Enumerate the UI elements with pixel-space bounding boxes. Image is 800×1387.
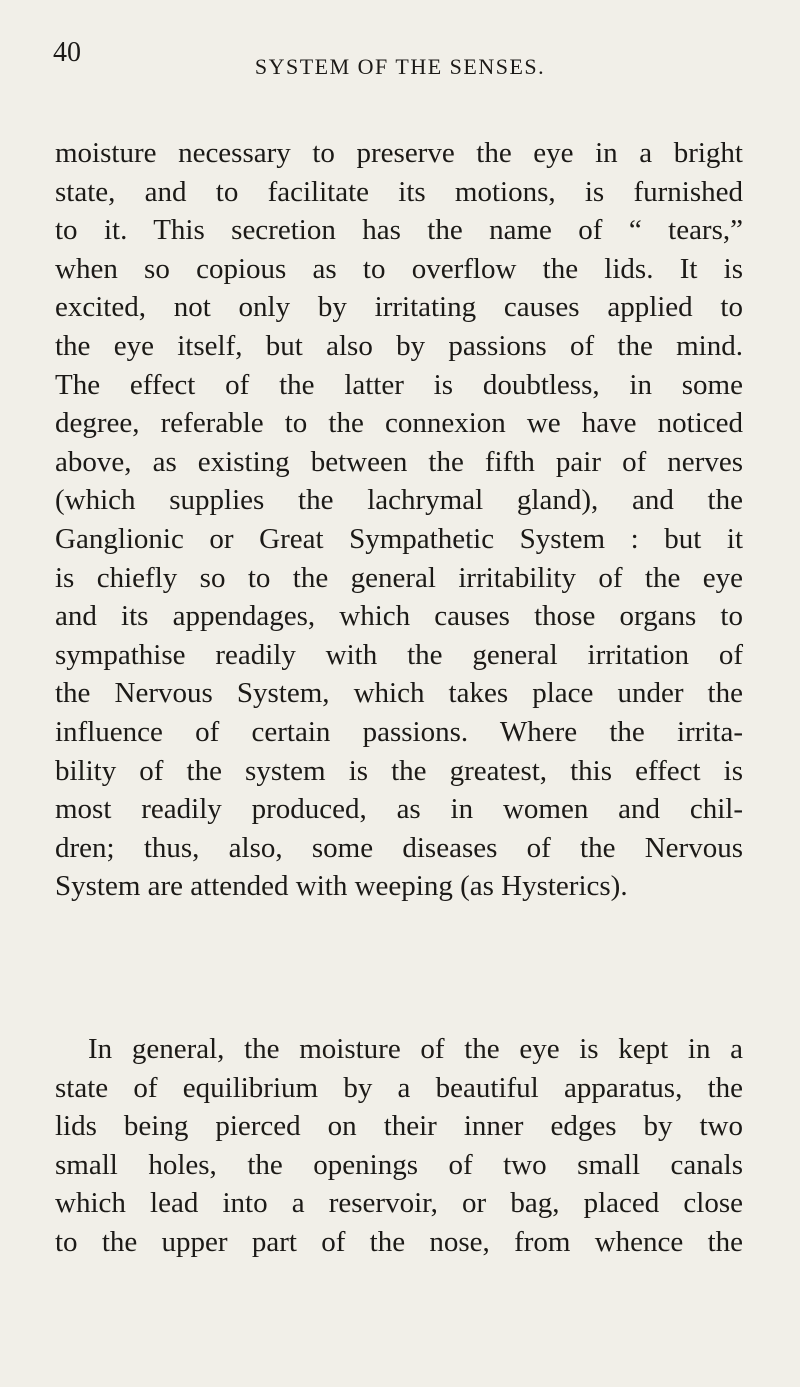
text-line: Ganglionic or Great Sympathetic System : but it bbox=[55, 522, 743, 555]
text-line: (which supplies the lachrymal gland), and the bbox=[55, 484, 743, 517]
running-title: SYSTEM OF THE SENSES. bbox=[254, 54, 546, 79]
text-line: the Nervous System, which takes place under the bbox=[55, 677, 743, 710]
text-line: moisture necessary to preserve the eye in a bright bbox=[55, 137, 743, 169]
text-line: bility of the system is the greatest, this effect is bbox=[55, 754, 743, 787]
text-line: is chiefly so to the general irritability of the eye bbox=[55, 561, 743, 594]
text-line: when so copious as to overflow the lids. It is bbox=[55, 252, 743, 285]
text-line: small holes, the openings of two small canals bbox=[55, 1148, 743, 1181]
page-number: 40 bbox=[53, 37, 81, 68]
text-line: degree, referable to the connexion we have noticed bbox=[55, 407, 743, 440]
text-line: sympathise readily with the general irritation of bbox=[55, 638, 743, 671]
text-line: The effect of the latter is doubtless, in some bbox=[55, 368, 743, 401]
text-line: influence of certain passions. Where the irrita- bbox=[55, 715, 743, 748]
text-line: System are attended with weeping (as Hysterics). bbox=[55, 870, 628, 903]
text-line: In general, the moisture of the eye is kept in a bbox=[88, 1033, 743, 1065]
text-line: excited, not only by irritating causes applied to bbox=[55, 291, 743, 324]
paragraph bbox=[55, 134, 743, 906]
text-line: state of equilibrium by a beautiful apparatus, the bbox=[55, 1071, 743, 1104]
paragraph bbox=[55, 1030, 743, 1262]
text-line: and its appendages, which causes those organs to bbox=[55, 600, 743, 633]
text-line: which lead into a reservoir, or bag, placed close bbox=[55, 1187, 743, 1220]
text-line: above, as existing between the fifth pair of nerves bbox=[55, 445, 743, 478]
text-line: to the upper part of the nose, from whence the bbox=[55, 1225, 743, 1258]
text-line: lids being pierced on their inner edges by two bbox=[55, 1110, 743, 1143]
text-line: the eye itself, but also by passions of the mind. bbox=[55, 329, 743, 362]
text-line: to it. This secretion has the name of “ tears,” bbox=[55, 214, 743, 247]
text-line: state, and to facilitate its motions, is furnished bbox=[55, 175, 743, 208]
text-line: dren; thus, also, some diseases of the Nervous bbox=[55, 831, 743, 864]
text-line: most readily produced, as in women and chil- bbox=[55, 793, 743, 826]
